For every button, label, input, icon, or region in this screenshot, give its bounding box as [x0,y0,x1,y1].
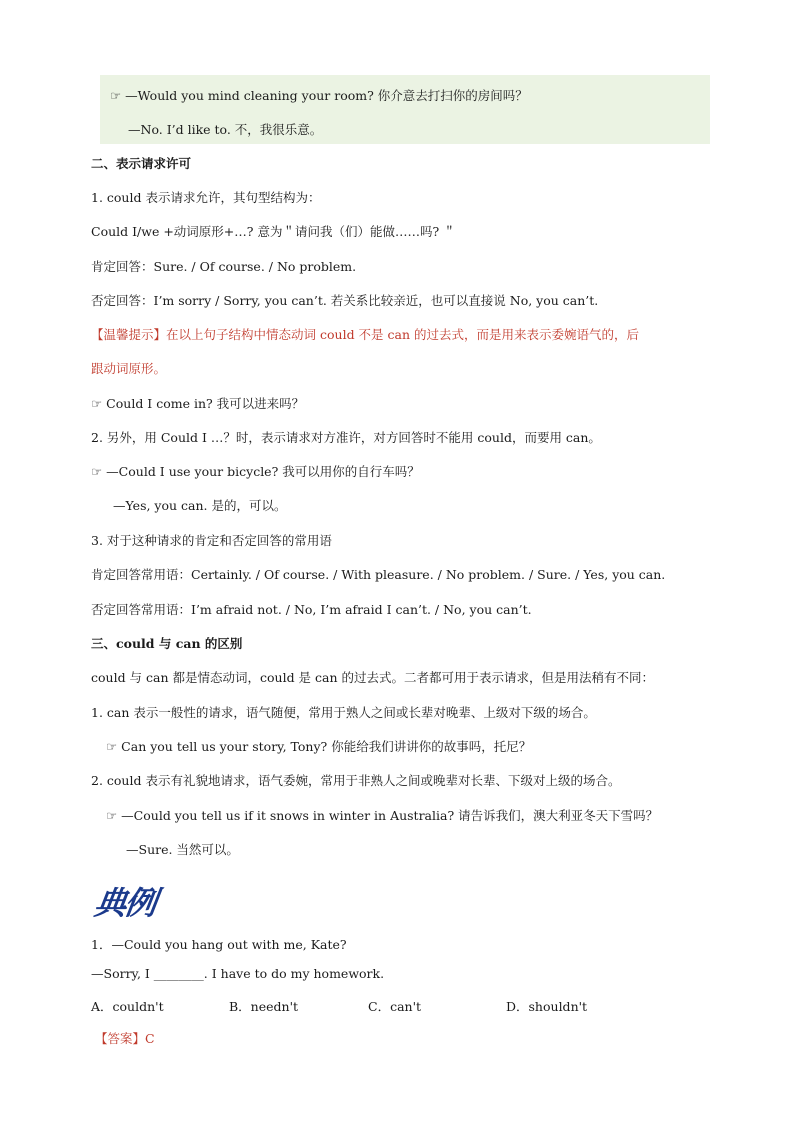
paragraph: 肯定回答：Sure. / Of course. / No problem. [91,259,357,274]
example-logo: 典例 [92,884,158,922]
answer: 【答案】C [95,1031,155,1046]
paragraph: 否定回答常用语：I’m afraid not. / No, I’m afraid I can’t. / No, you can’t. [91,602,532,617]
paragraph: could 与 can 都是情态动词，could 是 can 的过去式。二者都可用于表示请求，但是用法稍有不同： [91,670,655,685]
paragraph: 1. could 表示请求允许，其句型结构为： [91,190,321,205]
paragraph: 否定回答：I’m sorry / Sorry, you can’t. 若关系比较亲近，也可以直接说 No, you can’t. [91,293,599,308]
tip-label: 【温馨提示】 [91,327,167,342]
option-b: B．needn't [229,999,299,1014]
example-sentence: —Sure. 当然可以。 [126,842,239,857]
example-sentence: —Yes, you can. 是的，可以。 [113,498,287,513]
paragraph: 1. can 表示一般性的请求，语气随便，常用于熟人之间或长辈对晚辈、上级对下级的场合。 [91,705,596,720]
example-sentence: ☞ Can you tell us your story, Tony? 你能给我们讲讲你的故事吗，托尼？ [106,739,532,754]
section-3-heading: 三、could 与 can 的区别 [91,636,243,651]
box-line-1: ☞ —Would you mind cleaning your room? 你介意去打扫你的房间吗？ [110,88,528,103]
example-sentence: ☞ —Could I use your bicycle? 我可以用你的自行车吗？ [91,464,420,479]
option-c: C．can't [368,999,422,1014]
paragraph: 3. 对于这种请求的肯定和否定回答的常用语 [91,533,332,548]
option-a: A．couldn't [91,999,164,1014]
example-sentence: ☞ Could I come in? 我可以进来吗？ [91,396,305,411]
tip-line-2: 跟动词原形。 [91,361,167,376]
tip-line-1 [91,325,639,343]
example-sentence: ☞ —Could you tell us if it snows in winter in Australia? 请告诉我们，澳大利亚冬天下雪吗？ [106,808,659,823]
paragraph: 肯定回答常用语：Certainly. / Of course. / With pleasure. / No problem. / Sure. / Yes, you can. [91,567,666,582]
box-line-2: —No. I’d like to. 不，我很乐意。 [128,122,323,137]
paragraph: 2. 另外，用 Could I …？时，表示请求对方准许，对方回答时不能用 could，而要用 can。 [91,430,601,445]
question-line: 1．—Could you hang out with me, Kate? [91,937,347,952]
option-d: D．shouldn't [506,999,588,1014]
paragraph: 2. could 表示有礼貌地请求，语气委婉，常用于非熟人之间或晚辈对长辈、下级对上级的场合。 [91,773,621,788]
question-line: —Sorry, I ________. I have to do my homework. [91,966,385,981]
tip-text: 在以上句子结构中情态动词 could 不是 can 的过去式，而是用来表示委婉语气的，后 [166,327,639,342]
paragraph: Could I/we +动词原形+…? 意为＂请问我（们）能做……吗? ＂ [91,224,456,239]
section-2-heading: 二、表示请求许可 [91,156,192,171]
